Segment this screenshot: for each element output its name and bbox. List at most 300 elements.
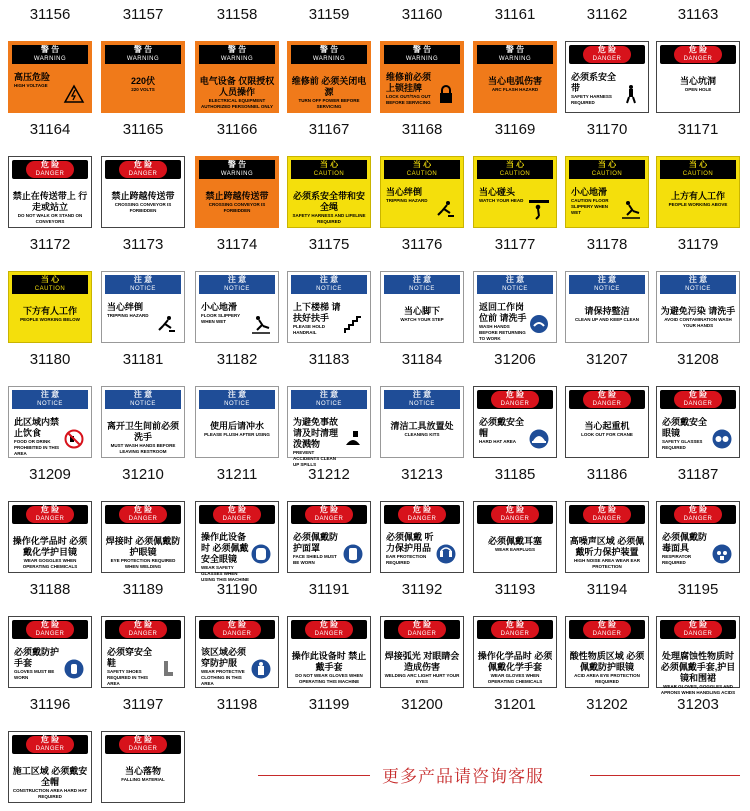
sign-signal-word-en: DANGER [128,516,158,522]
sign-english-text: OPEN HOLE [684,87,712,92]
sign-english-text: WELDING ARC LIGHT HURT YOUR EYES [384,673,460,684]
sign-signal-word-en: DANGER [35,631,65,637]
sign-chinese-text: 必须佩戴防毒面具 [662,532,708,553]
sign-signal-word-en: WARNING [220,171,254,177]
safety-sign-card[interactable] [8,156,92,228]
sign-signal-word: 警 告 [412,45,432,54]
sign-signal-word-en: CAUTION [591,171,623,177]
sign-english-text: PEOPLE WORKING BELOW [20,317,80,322]
sign-signal-word: 危 险 [597,620,617,629]
product-code-label: 31167 [308,121,350,138]
sign-signal-word-en: DANGER [128,171,158,177]
sign-signal-word: 注 意 [688,275,708,284]
sign-signal-word-en: DANGER [683,631,713,637]
product-code-label: 31171 [677,121,719,138]
sign-english-text: CROSSING CONVEYOR IS FORBIDDEN [114,202,172,213]
sign-text-block [201,302,249,325]
product-code-label: 31178 [586,236,628,253]
sign-signal-word-en: NOTICE [594,286,620,292]
sign-header [291,160,367,179]
sign-body [477,411,553,454]
sign-header [384,620,460,639]
sign-signal-word-en: CAUTION [34,286,66,292]
sign-signal-word: 注 意 [133,390,153,399]
safety-sign-card[interactable] [101,271,185,343]
sign-chinese-text: 高噪声区域 必须佩戴听力保护装置 [569,536,645,557]
sign-signal-word: 危 险 [688,505,708,514]
safety-sign-card[interactable] [287,271,371,343]
sign-body [105,526,181,569]
sign-text-block [199,191,275,214]
product-code-label: 31162 [586,6,628,23]
sign-header [384,45,460,64]
safety-sign-card[interactable] [101,616,185,688]
sign-signal-word: 危 险 [319,505,339,514]
sign-text-block [201,647,249,687]
safety-sign-card[interactable] [473,271,557,343]
sign-text-block [107,647,155,687]
product-code-label: 31195 [677,581,719,598]
sign-signal-word: 危 险 [412,620,432,629]
sign-text-block [105,76,181,93]
sign-text-block [479,187,527,204]
product-code-label: 31189 [122,581,164,598]
safety-sign-card[interactable] [380,501,464,573]
face-mask-icon [343,544,363,564]
sign-text-block [105,536,181,570]
safety-sign-card[interactable] [473,156,557,228]
sign-signal-word-en: DANGER [592,516,622,522]
sign-text-block [384,651,460,685]
sign-chinese-text: 小心地滑 [571,187,608,197]
sign-signal-word: 当 心 [505,160,525,169]
product-code-label: 31175 [308,236,350,253]
safety-sign-card[interactable] [101,501,185,573]
sign-body [477,526,553,569]
sign-header [660,505,736,524]
sign-signal-word-en: DANGER [35,171,65,177]
sign-body [291,641,367,684]
sign-body [384,66,460,109]
safety-sign-card[interactable] [380,616,464,688]
sign-chinese-text: 220伏 [130,76,156,86]
sign-text-block [477,651,553,685]
sign-header [291,390,367,409]
product-code-label: 31182 [216,351,258,368]
safety-sign-card[interactable] [195,156,279,228]
sign-text-block [662,417,710,451]
sign-english-text: LOOK OUT FOR CRANE [581,432,633,437]
suit-icon [251,659,271,679]
sign-text-block [293,532,341,566]
sign-body [291,66,367,109]
sign-body [105,756,181,799]
product-code-label: 31209 [29,466,71,483]
sign-text-block [660,191,736,208]
sign-body [660,411,736,454]
sign-header [12,505,88,524]
sign-body [199,296,275,339]
sign-signal-word: 警 告 [227,160,247,169]
safety-sign-card[interactable] [473,616,557,688]
sign-chinese-text: 处理腐蚀性物质时 必须佩戴手套,护目镜和围裙 [660,651,736,683]
product-code-label: 31174 [216,236,258,253]
safety-sign-card[interactable] [195,271,279,343]
sign-body [569,66,645,109]
sign-body [569,181,645,224]
safety-sign-card[interactable] [380,386,464,458]
safety-sign-card[interactable] [380,41,464,113]
sign-header [660,45,736,64]
sign-text-block [14,72,62,89]
sign-body [291,296,367,339]
sign-text-block [199,421,275,438]
product-code-label: 31160 [401,6,443,23]
sign-signal-word-en: NOTICE [502,286,528,292]
product-code-label: 31181 [122,351,164,368]
sign-body [199,526,275,582]
sign-english-text: CLEAN UP AND KEEP CLEAN [575,317,639,322]
sign-chinese-text: 当心绊倒 [386,187,423,197]
sign-signal-word: 危 险 [505,390,525,399]
sign-signal-word: 警 告 [227,45,247,54]
sign-chinese-text: 操作此设备时 必须佩戴安全眼镜 [201,532,249,564]
safety-sign-card[interactable] [565,501,649,573]
sign-signal-word: 危 险 [597,505,617,514]
sign-signal-word-en: DANGER [500,516,530,522]
sign-english-text: LOCK OUT/TAG OUT BEFORE SERVICING [386,94,431,105]
sign-body [477,641,553,684]
product-code-label: 31169 [494,121,536,138]
sign-signal-word: 注 意 [40,390,60,399]
sign-text-block [12,191,88,225]
safety-sign-card[interactable] [101,386,185,458]
safety-sign-card[interactable] [565,41,649,113]
product-code-label: 31184 [401,351,443,368]
safety-sign-card[interactable] [656,501,740,573]
sign-header [569,160,645,179]
sign-chinese-text: 维修前 必须关闭电源 [291,76,367,97]
sign-header [199,275,275,294]
sign-english-text: WEAR EARPLUGS [494,547,535,552]
sign-header [105,275,181,294]
sign-text-block [201,532,249,583]
sign-chinese-text: 该区域必须穿防护服 [201,647,247,668]
sign-english-text: AVOID CONTAMINATION WASH YOUR HANDS [664,317,732,328]
sign-header [477,620,553,639]
sign-body [660,296,736,339]
sign-chinese-text: 必须戴防护手套 [14,647,60,668]
ear-protection-icon [436,544,456,564]
sign-text-block [293,417,341,468]
safety-sign-card[interactable] [565,271,649,343]
sign-signal-word-en: DANGER [407,631,437,637]
sign-header [569,620,645,639]
safety-sign-card[interactable] [380,156,464,228]
product-code-label: 31201 [494,696,536,713]
sign-chinese-text: 禁止跨越传送带 [111,191,175,201]
product-code-label: 31165 [122,121,164,138]
sign-body [384,411,460,454]
sign-chinese-text: 焊接弧光 对眼睛会造成伤害 [384,651,460,672]
safety-sign-card[interactable] [656,41,740,113]
sign-body [384,526,460,569]
sign-signal-word: 危 险 [40,620,60,629]
safety-sign-card[interactable] [473,41,557,113]
safety-sign-card[interactable] [473,386,557,458]
product-code-label: 31159 [308,6,350,23]
sign-signal-word: 危 险 [597,45,617,54]
sign-chinese-text: 当心起重机 [584,421,630,431]
sign-signal-word-en: DANGER [35,516,65,522]
sign-text-block [479,417,527,445]
sign-header [477,505,553,524]
safety-sign-card[interactable] [101,156,185,228]
sign-text-block [384,421,460,438]
safety-sign-card[interactable] [565,386,649,458]
safety-sign-card[interactable] [380,271,464,343]
sign-chinese-text: 焊接时 必须佩戴防护眼镜 [105,536,181,557]
sign-header [199,620,275,639]
glasses-icon [712,429,732,449]
product-code-label: 31190 [216,581,258,598]
sign-text-block [660,651,736,696]
sign-english-text: FALLING MATERIAL [121,777,165,782]
sign-header [477,390,553,409]
safety-sign-card[interactable] [8,271,92,343]
sign-signal-word: 危 险 [227,620,247,629]
safety-sign-card[interactable] [656,616,740,695]
sign-body [660,526,736,569]
sign-signal-word-en: DANGER [592,56,622,62]
sign-header [105,620,181,639]
sign-text-block [12,306,88,323]
safety-sign-card[interactable] [656,386,740,458]
sign-signal-word: 危 险 [505,505,525,514]
product-code-label: 31173 [122,236,164,253]
sign-english-text: WEAR GOGGLES WHEN OPERATING CHEMICALS [22,558,78,569]
sign-signal-word: 警 告 [40,45,60,54]
sign-signal-word-en: WARNING [33,56,67,62]
sign-body [660,641,736,695]
sign-text-block [569,536,645,570]
product-code-label: 31202 [586,696,628,713]
sign-english-text: FACE SHIELD MUST BE WORN [293,554,337,565]
sign-header [12,275,88,294]
sign-signal-word-en: NOTICE [130,286,156,292]
safety-sign-card[interactable] [287,616,371,688]
sign-signal-word: 警 告 [505,45,525,54]
sign-chinese-text: 必须佩戴耳塞 [487,536,542,546]
sign-signal-word-en: NOTICE [316,401,342,407]
safety-sign-card[interactable] [8,731,92,803]
sign-body [199,181,275,224]
sign-signal-word-en: NOTICE [409,286,435,292]
safety-sign-card[interactable] [656,156,740,228]
sign-signal-word-en: NOTICE [409,401,435,407]
sign-header [105,505,181,524]
safety-sign-card[interactable] [656,271,740,343]
sign-text-block [479,302,527,342]
sign-header [105,390,181,409]
slip-icon [621,199,641,219]
spill-icon [343,429,363,449]
product-code-label: 31186 [586,466,628,483]
sign-signal-word: 危 险 [133,735,153,744]
sign-signal-word: 注 意 [597,275,617,284]
sign-signal-word: 当 心 [688,160,708,169]
safety-sign-card[interactable] [195,386,279,458]
harness-icon [621,84,641,104]
safety-sign-card[interactable] [8,386,92,458]
slip-icon [251,314,271,334]
safety-sign-card[interactable] [101,41,185,113]
safety-sign-card[interactable] [287,501,371,573]
sign-chinese-text: 必须佩戴 听力保护用品 [386,532,434,553]
product-code-label: 31179 [677,236,719,253]
product-code-label: 31208 [677,351,719,368]
sign-signal-word-en: DANGER [128,746,158,752]
footer-divider-right [590,775,740,776]
sign-body [477,181,553,224]
safety-sign-card[interactable] [287,386,371,467]
sign-header [12,735,88,754]
safety-sign-card[interactable] [8,616,92,688]
sign-signal-word: 危 险 [319,620,339,629]
sign-signal-word-en: DANGER [407,516,437,522]
sign-body [660,181,736,224]
sign-text-block [571,72,619,106]
sign-signal-word: 危 险 [688,390,708,399]
sign-english-text: 220 VOLTS [131,87,155,92]
hard-hat-icon [529,429,549,449]
sign-chinese-text: 维修前必须 上锁挂牌 [386,72,432,93]
sign-english-text: ARC FLASH HAZARD [491,87,539,92]
sign-body [660,66,736,109]
product-code-label: 31203 [677,696,719,713]
sign-english-text: MUST WASH HANDS BEFORE LEAVING RESTROOM [110,443,176,454]
padlock-icon [436,84,456,104]
safety-sign-card[interactable] [8,41,92,113]
sign-chinese-text: 必须戴安全帽 [479,417,525,438]
sign-signal-word: 危 险 [505,620,525,629]
safety-sign-card[interactable] [287,41,371,113]
sign-signal-word: 当 心 [412,160,432,169]
sign-chinese-text: 离开卫生间前必须洗手 [106,421,179,442]
sign-text-block [384,306,460,323]
sign-text-block [662,532,710,566]
sign-chinese-text: 为避免污染 请洗手 [660,306,736,316]
sign-chinese-text: 当心落物 [124,766,161,776]
sign-text-block [291,651,367,685]
sign-header [199,160,275,179]
sign-body [105,411,181,454]
sign-chinese-text: 返回工作岗位前 请洗手 [479,302,527,323]
sign-english-text: PREVENT ACCIDENTS CLEAN UP SPILLS [293,450,337,467]
sign-header [291,275,367,294]
sign-chinese-text: 必须穿安全鞋 [107,647,153,668]
sign-body [12,66,88,109]
sign-chinese-text: 必须佩戴防护面罩 [293,532,339,553]
sign-signal-word-en: NOTICE [37,401,63,407]
safety-sign-card[interactable] [287,156,371,228]
sign-signal-word: 警 告 [133,45,153,54]
safety-sign-card[interactable] [473,501,557,573]
sign-english-text: PEOPLE WORKING ABOVE [668,202,728,207]
sign-signal-word-en: CAUTION [313,171,345,177]
product-code-label: 31177 [494,236,536,253]
safety-sign-card[interactable] [8,501,92,573]
sign-english-text: HIGH NOISE AREA WEAR EAR PROTECTION [574,558,640,569]
product-code-label: 31206 [494,351,536,368]
sign-text-block [199,76,275,110]
product-code-label: 31192 [401,581,443,598]
safety-sign-card[interactable] [195,616,279,688]
sign-english-text: CAUTION FLOOR SLIPPERY WHEN WET [571,198,609,215]
product-code-label: 31194 [586,581,628,598]
product-code-label: 31183 [308,351,350,368]
sign-text-block [293,302,341,336]
sign-chinese-text: 操作化学品时 必须戴化学护目镜 [12,536,88,557]
tripping-icon [436,199,456,219]
gloves-icon [64,659,84,679]
sign-text-block [105,421,181,455]
sign-english-text: EYE PROTECTION REQUIRED WHEN WELDING [110,558,176,569]
sign-body [384,296,460,339]
sign-english-text: GLOVES MUST BE WORN [14,669,55,680]
safety-sign-card[interactable] [195,501,279,582]
sign-english-text: WEAR SAFETY GLASSES WHEN USING THIS MACHINE [201,565,250,582]
respirator-icon [712,544,732,564]
no-food-icon [64,429,84,449]
sign-english-text: WASH HANDS BEFORE RETURNING TO WORK [479,324,526,341]
sign-body [105,641,181,684]
sign-header [660,275,736,294]
sign-header [384,160,460,179]
product-code-label: 31158 [216,6,258,23]
footer-consult-text[interactable]: 更多产品请咨询客服 [382,767,544,786]
sign-signal-word-en: DANGER [683,56,713,62]
sign-body [12,641,88,684]
product-code-label: 31212 [308,466,350,483]
sign-signal-word: 危 险 [133,505,153,514]
safety-sign-card[interactable] [195,41,279,113]
sign-body [12,756,88,799]
safety-sign-card[interactable] [565,156,649,228]
product-code-label: 31213 [401,466,443,483]
sign-text-block [569,651,645,685]
safety-sign-card[interactable] [101,731,185,803]
sign-body [569,526,645,569]
sign-text-block [291,191,367,225]
sign-signal-word-en: NOTICE [224,401,250,407]
face-shield-icon [251,544,271,564]
sign-english-text: SAFETY SHOES REQUIRED IN THIS AREA [107,669,149,686]
product-code-label: 31187 [677,466,719,483]
sign-header [12,620,88,639]
sign-signal-word: 危 险 [688,45,708,54]
sign-signal-word: 危 险 [688,620,708,629]
safety-sign-card[interactable] [565,616,649,688]
sign-signal-word-en: DANGER [683,401,713,407]
sign-signal-word: 当 心 [597,160,617,169]
product-code-label: 31199 [308,696,350,713]
head-bump-icon [529,199,549,219]
sign-header [660,160,736,179]
product-code-label: 31188 [29,581,71,598]
sign-signal-word-en: WARNING [312,56,346,62]
sign-body [569,641,645,684]
